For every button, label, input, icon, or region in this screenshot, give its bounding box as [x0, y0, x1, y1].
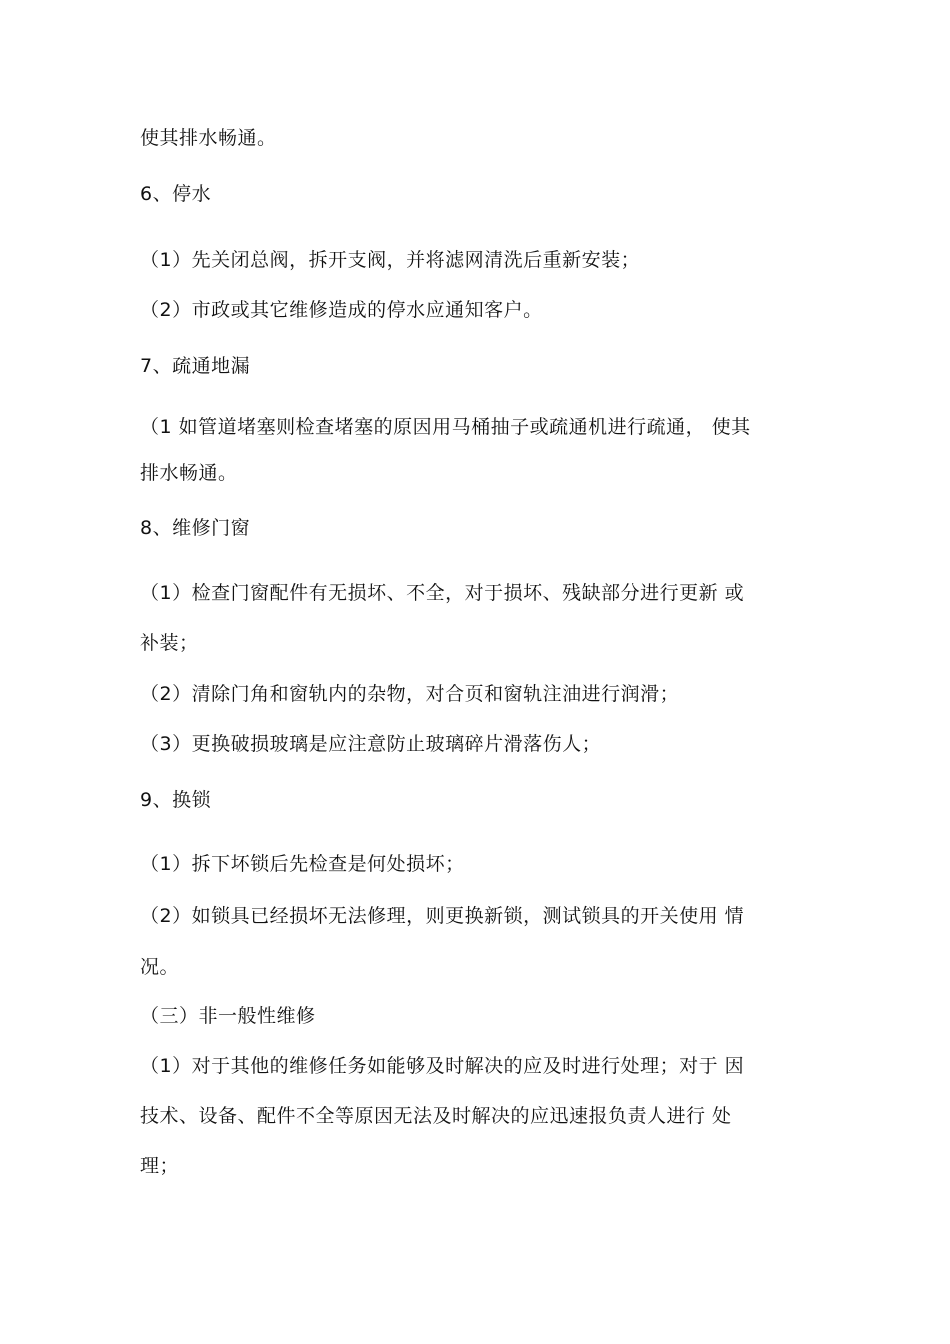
text-line: （1）检查门窗配件有无损坏、不全，对于损坏、残缺部分进行更新 或 — [140, 582, 745, 604]
text-line: （2）如锁具已经损坏无法修理，则更换新锁，测试锁具的开关使用 情 — [140, 905, 745, 927]
text-line: 排水畅通。 — [140, 462, 238, 484]
text-line: （2）市政或其它维修造成的停水应通知客户。 — [140, 299, 543, 321]
text-line: 技术、设备、配件不全等原因无法及时解决的应迅速报负责人进行 处 — [140, 1105, 732, 1127]
text-line: （1 如管道堵塞则检查堵塞的原因用马桶抽子或疏通机进行疏通， 使其 — [140, 416, 751, 438]
section-heading: （三）非一般性维修 — [140, 1005, 316, 1027]
text-line: 况。 — [140, 956, 180, 978]
text-line: （1）对于其他的维修任务如能够及时解决的应及时进行处理；对于 因 — [140, 1055, 745, 1077]
section-heading: 9、换锁 — [140, 789, 212, 811]
text-line: 理； — [140, 1155, 180, 1177]
text-line: （3）更换破损玻璃是应注意防止玻璃碎片滑落伤人； — [140, 733, 602, 755]
section-heading: 7、疏通地漏 — [140, 355, 251, 377]
section-heading: 6、停水 — [140, 183, 212, 205]
text-line: （1）先关闭总阀，拆开支阀，并将滤网清洗后重新安装； — [140, 249, 641, 271]
text-line: （1）拆下坏锁后先检查是何处损坏； — [140, 853, 465, 875]
text-line: 补装； — [140, 632, 199, 654]
section-heading: 8、维修门窗 — [140, 517, 251, 539]
text-line: （2）清除门角和窗轨内的杂物，对合页和窗轨注油进行润滑； — [140, 683, 680, 705]
text-line: 使其排水畅通。 — [140, 127, 277, 149]
